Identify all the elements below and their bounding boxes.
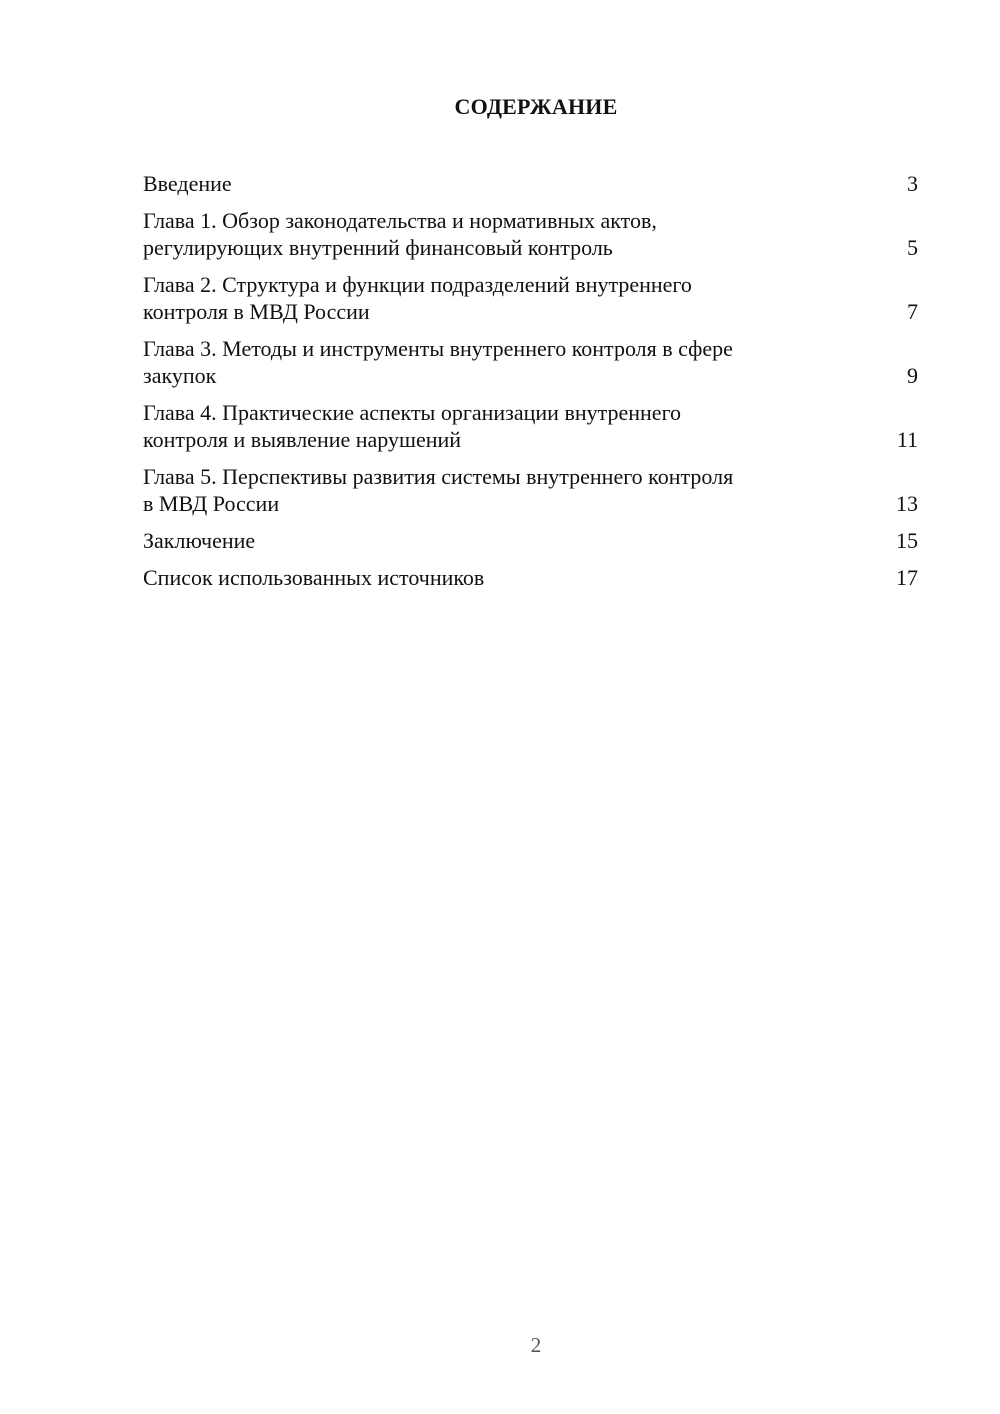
toc-entry-page: 17 [896,565,918,590]
toc-entry-chapter-1[interactable] [143,207,918,261]
toc-entry-chapter-5[interactable] [143,463,918,517]
toc-entry-line: Глава 1. Обзор законодательства и нормативных актов, [143,208,657,233]
toc-entry-title [143,527,255,554]
toc-entry-title [143,170,232,197]
toc-entry-line: контроля в МВД России [143,299,370,324]
toc-entry-line: Введение [143,171,232,196]
toc-entry-title [143,271,692,325]
toc-entry-title [143,335,733,389]
table-of-contents [143,170,918,601]
toc-entry-line: Глава 4. Практические аспекты организации внутреннего [143,400,682,425]
toc-entry-line: контроля и выявление нарушений [143,427,462,452]
toc-entry-line: Глава 5. Перспективы развития системы внутреннего контроля [143,464,734,489]
toc-entry-conclusion[interactable] [143,527,918,554]
toc-entry-line: Глава 3. Методы и инструменты внутреннего контроля в сфере [143,336,733,361]
toc-entry-page: 13 [896,491,918,516]
toc-entry-line: в МВД России [143,491,280,516]
toc-entry-page: 11 [896,427,918,452]
toc-entry-line: регулирующих внутренний финансовый контроль [143,235,613,260]
toc-entry-references[interactable] [143,564,918,591]
toc-entry-chapter-3[interactable] [143,335,918,389]
toc-entry-title [143,207,657,261]
toc-entry-line: Заключение [143,528,256,553]
toc-entry-chapter-4[interactable] [143,399,918,453]
toc-entry-line: Список использованных источников [143,565,485,590]
toc-entry-introduction[interactable] [143,170,918,197]
toc-entry-page: 7 [907,299,918,324]
toc-entry-chapter-2[interactable] [143,271,918,325]
toc-entry-line: закупок [143,363,217,388]
toc-entry-title [143,463,733,517]
toc-entry-page: 5 [907,235,918,260]
page-number: 2 [530,1333,542,1357]
toc-entry-page: 3 [907,171,918,196]
toc-entry-title [143,399,681,453]
toc-entry-page: 9 [907,363,918,388]
page-title: СОДЕРЖАНИЕ [454,94,618,119]
toc-entry-page: 15 [896,528,918,553]
toc-entry-title [143,564,484,591]
toc-entry-line: Глава 2. Структура и функции подразделений внутреннего [143,272,692,297]
